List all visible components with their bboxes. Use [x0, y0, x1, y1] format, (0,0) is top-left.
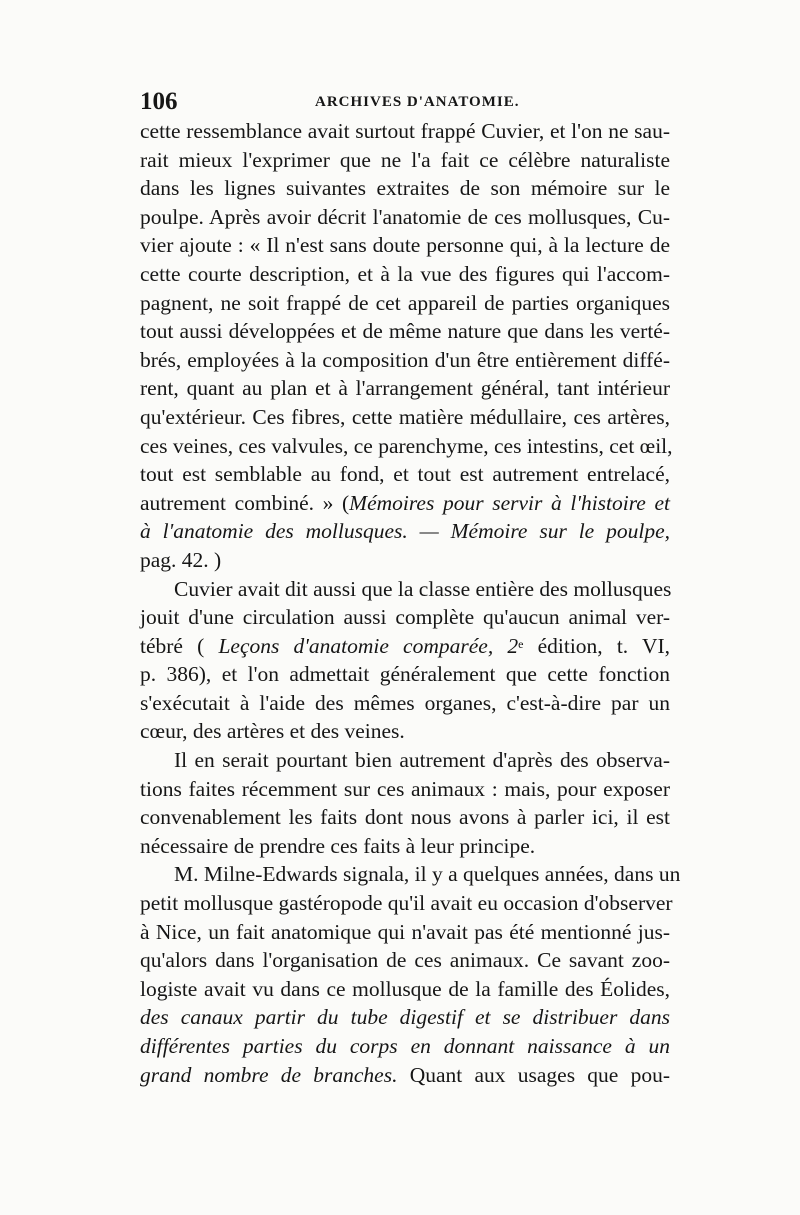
- line-text: ces veines, ces valvules, ce parenchyme, ces intestins, cet œil,: [140, 433, 673, 458]
- text-line: [140, 975, 670, 1004]
- line-text: nécessaire de prendre ces faits à leur principe.: [140, 833, 536, 858]
- line-text: cette courte description, et à la vue des figures qui l'accom-: [140, 261, 670, 286]
- line-text: tébré (: [140, 633, 219, 658]
- text-line: [140, 317, 670, 346]
- line-text: s'exécutait à l'aide des mêmes organes, c'est-à-dire par un: [140, 690, 670, 715]
- line-text: qu'extérieur. Ces fibres, cette matière médullaire, ces artères,: [140, 404, 670, 429]
- text-line: [140, 746, 670, 775]
- line-text: autrement combiné. » (: [140, 490, 350, 515]
- text-line: [140, 432, 673, 461]
- text-line: [140, 231, 670, 260]
- text-line: [140, 117, 670, 146]
- text-line: [140, 346, 670, 375]
- text-line: [140, 1061, 670, 1090]
- line-text: à Nice, un fait anatomique qui n'avait pas été mentionné jus-: [140, 919, 670, 944]
- text-line: [140, 403, 670, 432]
- page-header: [140, 88, 670, 116]
- line-text: Quant aux usages que pou-: [397, 1062, 670, 1087]
- line-text: brés, employées à la composition d'un être entièrement diffé-: [140, 347, 670, 372]
- line-text: vier ajoute : « Il n'est sans doute personne qui, à la lecture de: [140, 233, 670, 258]
- line-text: dans les lignes suivantes extraites de son mémoire sur le: [140, 176, 670, 201]
- italic-text: Mémoires pour servir à l'histoire et: [349, 490, 670, 515]
- line-text: logiste avait vu dans ce mollusque de la famille des Éolides,: [140, 976, 670, 1001]
- italic-text: à l'anatomie des mollusques. — Mémoire sur le poulpe,: [140, 519, 670, 544]
- text-line: [140, 1032, 670, 1061]
- running-head: ARCHIVES D'ANATOMIE.: [315, 94, 520, 110]
- text-line: [140, 517, 670, 546]
- text-line: [140, 374, 670, 403]
- line-text: pagnent, ne soit frappé de cet appareil de parties organiques: [140, 290, 670, 315]
- line-text: Il en serait pourtant bien autrement d'après des observa-: [174, 748, 670, 773]
- italic-text: grand nombre de branches.: [140, 1062, 398, 1087]
- text-line: [140, 632, 670, 661]
- line-text: tout est semblable au fond, et tout est autrement entrelacé,: [140, 462, 670, 487]
- line-text: convenablement les faits dont nous avons à parler ici, il est: [140, 805, 670, 830]
- text-line: [140, 660, 670, 689]
- page-number: 106: [140, 88, 178, 115]
- italic-text: Leçons d'anatomie comparée: [218, 633, 488, 658]
- text-line: [140, 889, 673, 918]
- line-text: tions faites récemment sur ces animaux : mais, pour exposer: [140, 776, 670, 801]
- line-text: cette ressemblance avait surtout frappé Cuvier, et l'on ne sau-: [140, 119, 670, 143]
- line-text: petit mollusque gastéropode qu'il avait eu occasion d'observer: [140, 891, 673, 916]
- line-text: édition, t. VI,: [523, 633, 670, 658]
- text-line: [140, 489, 670, 518]
- line-text: p. 386), et l'on admettait généralement que cette fonction: [140, 662, 670, 687]
- text-line: [140, 918, 670, 947]
- text-line: [140, 203, 670, 232]
- body-text: [140, 117, 681, 1089]
- line-text: cœur, des artères et des veines.: [140, 719, 405, 744]
- text-line: [140, 460, 670, 489]
- text-line: [140, 860, 681, 889]
- text-line: [140, 717, 670, 746]
- italic-text: des canaux partir du tube digestif et se distribuer dans: [140, 1005, 670, 1030]
- italic-text: différentes parties du corps en donnant naissance à un: [140, 1034, 670, 1058]
- line-text: rait mieux l'exprimer que ne l'a fait ce célèbre naturaliste: [140, 147, 670, 172]
- text-line: [140, 832, 670, 861]
- line-text: poulpe. Après avoir décrit l'anatomie de ces mollusques, Cu-: [140, 204, 670, 229]
- text-line: [140, 603, 670, 632]
- text-line: [140, 946, 670, 975]
- line-text: rent, quant au plan et à l'arrangement général, tant intérieur: [140, 376, 670, 401]
- line-text: tout aussi développées et de même nature que dans les verté-: [140, 319, 670, 344]
- text-line: [140, 174, 670, 203]
- text-line: [140, 689, 670, 718]
- text-line: [140, 775, 670, 804]
- italic-text: , 2: [487, 633, 519, 658]
- line-text: Cuvier avait dit aussi que la classe entière des mollusques: [174, 576, 672, 601]
- text-line: [140, 575, 670, 604]
- text-line: [140, 260, 670, 289]
- text-line: [140, 1003, 670, 1032]
- text-line: [140, 546, 670, 575]
- superscript: e: [518, 636, 524, 651]
- line-text: pag. 42. ): [140, 547, 222, 572]
- line-text: jouit d'une circulation aussi complète qu'aucun animal ver-: [140, 605, 670, 630]
- text-line: [140, 146, 670, 175]
- text-line: [140, 803, 670, 832]
- line-text: M. Milne-Edwards signala, il y a quelques années, dans un: [174, 862, 681, 887]
- line-text: qu'alors dans l'organisation de ces animaux. Ce savant zoo-: [140, 948, 670, 973]
- text-line: [140, 289, 670, 318]
